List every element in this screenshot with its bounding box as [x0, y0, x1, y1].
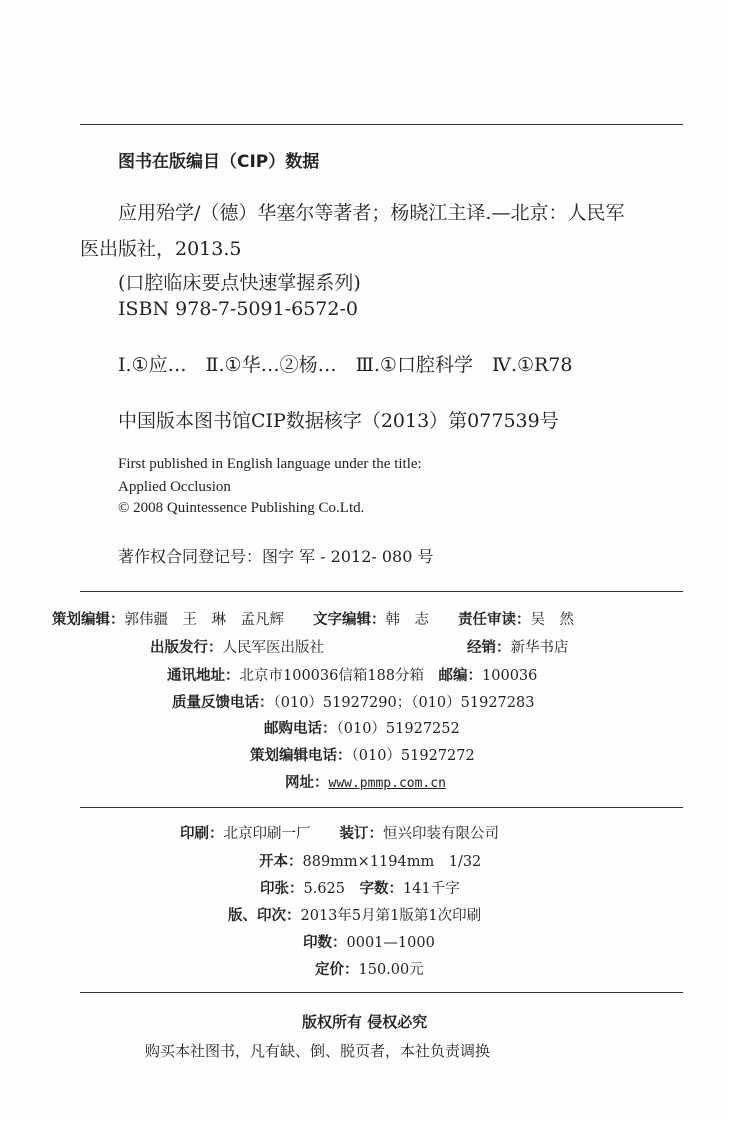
- original-title-line2: Applied Occlusion: [118, 479, 231, 495]
- label: 策划编辑：: [52, 612, 125, 628]
- label: 装订：: [339, 826, 383, 842]
- cip-line1: 应用殆学/（德）华塞尔等著者；杨晓江主译.—北京：人民军: [118, 202, 625, 224]
- label: 文字编辑：: [313, 612, 386, 628]
- replacement-notice: 购买本社图书，凡有缺、倒、脱页者，本社负责调换: [145, 1042, 491, 1060]
- value: 北京印刷一厂: [223, 826, 311, 842]
- divider-footer: [80, 992, 683, 993]
- price-row: [315, 958, 424, 979]
- distributor-row: [467, 636, 569, 657]
- value: 0001—1000: [346, 935, 435, 951]
- cip-number: 中国版本图书馆CIP数据核字（2013）第077539号: [118, 410, 559, 432]
- label: 经销：: [467, 640, 511, 656]
- cip-classification: Ⅰ.①应… Ⅱ.①华…②杨… Ⅲ.①口腔科学 Ⅳ.①R78: [118, 354, 573, 376]
- label: 策划编辑电话：: [250, 748, 352, 764]
- value: 人民军医出版社: [222, 640, 324, 656]
- label: 邮购电话：: [264, 721, 337, 737]
- label: 邮编：: [438, 668, 483, 684]
- label: 字数：: [359, 881, 404, 897]
- address-row: [167, 664, 537, 685]
- cip-title: 图书在版编目（CIP）数据: [118, 152, 320, 172]
- divider-printing: [80, 807, 683, 808]
- label: 定价：: [315, 962, 359, 978]
- value: 北京市100036信箱188分箱: [239, 668, 425, 684]
- value: （010）51927272: [351, 748, 475, 764]
- value: （010）51927290；（010）51927283: [273, 695, 535, 711]
- copyright-registration: 著作权合同登记号：图字 军 - 2012- 080 号: [118, 547, 434, 566]
- label: 出版发行：: [150, 640, 223, 656]
- original-copyright: © 2008 Quintessence Publishing Co.Ltd.: [118, 500, 365, 516]
- value: 恒兴印装有限公司: [383, 826, 499, 842]
- value: 5.625: [303, 881, 346, 897]
- value: 889mm×1194mm 1/32: [302, 854, 482, 870]
- value: 韩 志: [385, 612, 429, 628]
- value: 2013年5月第1版第1次印刷: [300, 908, 482, 924]
- cip-series: (口腔临床要点快速掌握系列): [118, 272, 361, 294]
- label: 责任审读：: [458, 612, 531, 628]
- cip-isbn: ISBN 978-7-5091-6572-0: [118, 298, 358, 320]
- editor-phone-row: [250, 744, 475, 765]
- label: 开本：: [259, 854, 303, 870]
- print-run-row: [303, 931, 435, 952]
- mail-phone-row: [264, 717, 460, 738]
- value: 郭伟疆 王 琳 孟凡辉: [124, 612, 284, 628]
- website-row: [285, 771, 446, 792]
- label: 通讯地址：: [167, 668, 240, 684]
- sheets-row: [260, 877, 460, 898]
- format-row: [259, 850, 481, 871]
- website-link[interactable]: www.pmmp.com.cn: [328, 776, 446, 791]
- divider-credits: [80, 591, 683, 592]
- rights-reserved: 版权所有 侵权必究: [302, 1013, 428, 1031]
- label: 版、印次：: [228, 908, 301, 924]
- edition-row: [228, 904, 481, 925]
- divider-top: [80, 124, 683, 125]
- original-title-line1: First published in English language under the title:: [118, 456, 422, 472]
- value: 150.00元: [358, 962, 424, 978]
- quality-phone-row: [172, 691, 534, 712]
- label: 印张：: [260, 881, 304, 897]
- label: 质量反馈电话：: [172, 695, 274, 711]
- label: 网址：: [285, 775, 329, 791]
- value: （010）51927252: [336, 721, 460, 737]
- value: 100036: [482, 668, 538, 684]
- cip-line2: 医出版社，2013.5: [80, 238, 242, 260]
- value: 吴 然: [530, 612, 574, 628]
- value: 141千字: [403, 881, 460, 897]
- label: 印刷：: [180, 826, 224, 842]
- label: 印数：: [303, 935, 347, 951]
- value: 新华书店: [510, 640, 569, 656]
- printer-row: [180, 822, 499, 843]
- credits-editors-row: [52, 608, 574, 629]
- publisher-row: [150, 636, 324, 657]
